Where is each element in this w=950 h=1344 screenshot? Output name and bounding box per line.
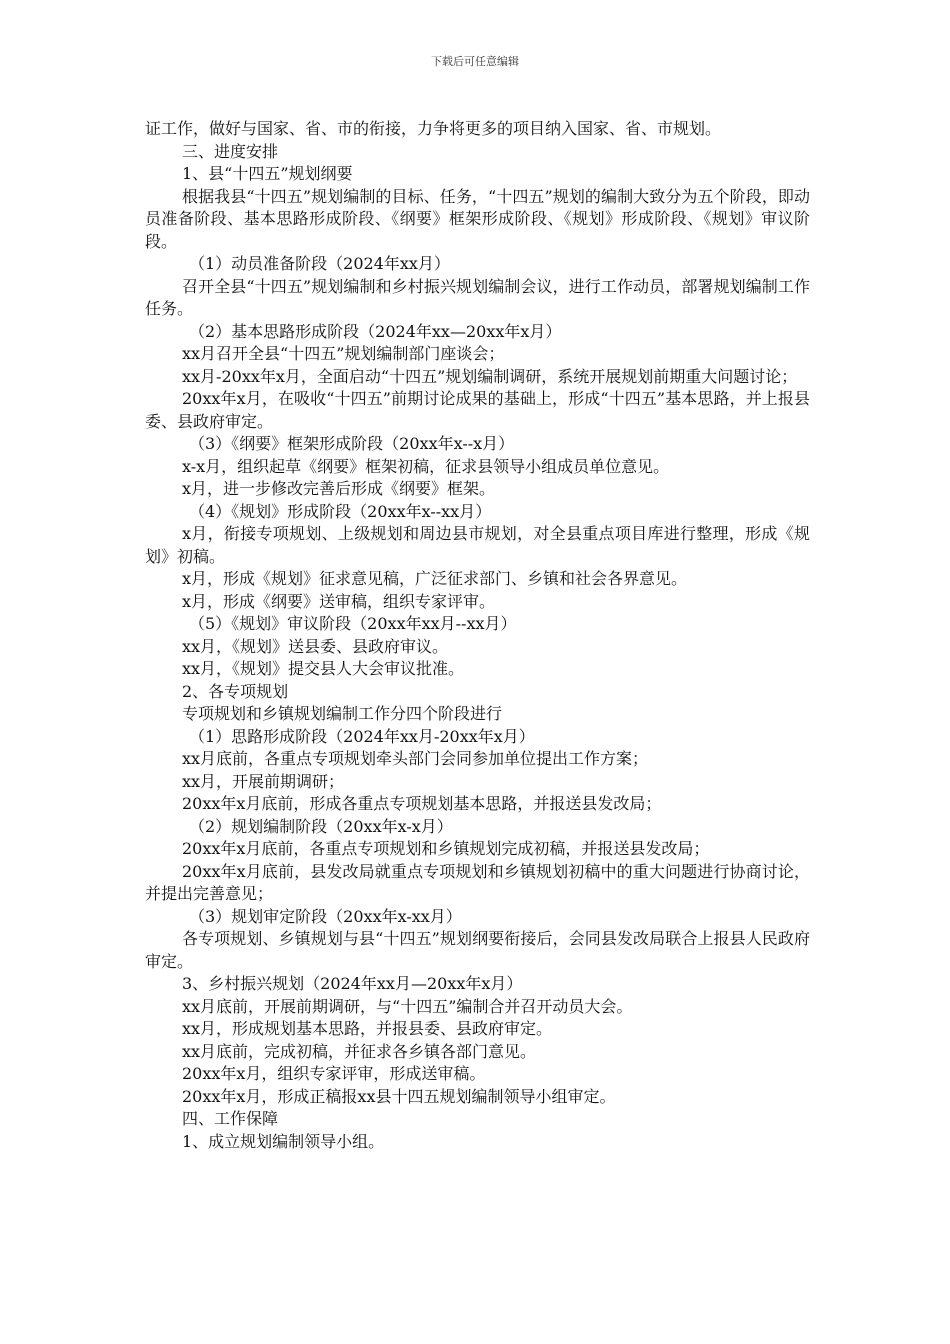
- paragraph: （1）动员准备阶段（2024年xx月）: [189, 254, 450, 273]
- paragraph: （3）规划审定阶段（20xx年x-xx月）: [189, 906, 462, 926]
- paragraph: xx月召开全县“十四五”规划编制部门座谈会；: [182, 344, 505, 363]
- paragraph: （4）《规划》形成阶段（20xx年x--xx月）: [189, 501, 492, 521]
- paragraph: 20xx年x月底前，形成各重点专项规划基本思路，并报送县发改局；: [182, 794, 662, 813]
- paragraph: 20xx年x月底前，县发改局就重点专项规划和乡镇规划初稿中的重大问题进行协商讨论，并提出完善意见；: [145, 861, 810, 903]
- paragraph: （1）思路形成阶段（2024年xx月-20xx年x月）: [189, 726, 535, 746]
- document-body: [145, 118, 810, 1153]
- paragraph: 证工作，做好与国家、省、市的衔接，力争将更多的项目纳入国家、省、市规划。: [145, 119, 722, 138]
- paragraph: 召开全县“十四五”规划编制和乡村振兴规划编制会议，进行工作动员，部署规划编制工作任务。: [145, 276, 810, 318]
- paragraph: xx月，开展前期调研；: [182, 771, 345, 791]
- paragraph: 各专项规划、乡镇规划与县“十四五”规划纲要衔接后，会同县发改局联合上报县人民政府审定。: [145, 929, 810, 971]
- paragraph: xx月底前，各重点专项规划牵头部门会同参加单位提出工作方案；: [182, 749, 649, 768]
- paragraph: 3、乡村振兴规划（2024年xx月—20xx年x月）: [182, 974, 523, 993]
- paragraph: x-x月，组织起草《纲要》框架初稿，征求县领导小组成员单位意见。: [182, 456, 670, 476]
- paragraph: 2、各专项规划: [182, 681, 289, 701]
- paragraph: 1、县“十四五”规划纲要: [182, 164, 353, 183]
- paragraph: 专项规划和乡镇规划编制工作分四个阶段进行: [182, 704, 503, 723]
- paragraph: xx月底前，开展前期调研，与“十四五”编制合并召开动员大会。: [182, 996, 633, 1016]
- paragraph: xx月，《规划》提交县人大会审议批准。: [182, 659, 465, 678]
- paragraph: 三、进度安排: [182, 141, 279, 161]
- paragraph: xx月-20xx年x月，全面启动“十四五”规划编制调研，系统开展规划前期重大问题讨论；: [182, 366, 798, 386]
- paragraph: xx月底前，完成初稿，并征求各乡镇各部门意见。: [182, 1041, 537, 1061]
- paragraph: 20xx年x月，形成正稿报xx县十四五规划编制领导小组审定。: [182, 1086, 616, 1106]
- page-header: 下载后可任意编辑: [431, 55, 519, 68]
- paragraph: （2）规划编制阶段（20xx年x-x月）: [189, 816, 453, 836]
- paragraph: 20xx年x月底前，各重点专项规划和乡镇规划完成初稿，并报送县发改局；: [182, 839, 710, 858]
- paragraph: （2）基本思路形成阶段（2024年xx—20xx年x月）: [189, 321, 562, 341]
- paragraph: （3）《纲要》框架形成阶段（20xx年x--x月）: [189, 434, 515, 453]
- paragraph: 根据我县“十四五”规划编制的目标、任务，“十四五”规划的编制大致分为五个阶段，即动员准备阶段、基本思路形成阶段、《纲要》框架形成阶段、《规划》形成阶段、《规划》审议阶段。: [145, 186, 810, 251]
- paragraph: x月，衔接专项规划、上级规划和周边县市规划，对全县重点项目库进行整理，形成《规划》初稿。: [145, 524, 810, 566]
- paragraph: x月，形成《规划》征求意见稿，广泛征求部门、乡镇和社会各界意见。: [182, 569, 688, 588]
- paragraph: 20xx年x月，在吸收“十四五”前期讨论成果的基础上，形成“十四五”基本思路，并上报县委、县政府审定。: [145, 389, 810, 431]
- paragraph: （5）《规划》审议阶段（20xx年xx月--xx月）: [189, 614, 517, 633]
- paragraph: 四、工作保障: [182, 1109, 279, 1128]
- paragraph: x月，形成《纲要》送审稿，组织专家评审。: [182, 591, 496, 611]
- paragraph: 1、成立规划编制领导小组。: [182, 1131, 385, 1151]
- paragraph: 20xx年x月，组织专家评审，形成送审稿。: [182, 1064, 486, 1083]
- paragraph: x月，进一步修改完善后形成《纲要》框架。: [182, 479, 496, 498]
- paragraph: xx月，形成规划基本思路，并报县委、县政府审定。: [182, 1019, 553, 1038]
- paragraph: xx月，《规划》送县委、县政府审议。: [182, 636, 449, 656]
